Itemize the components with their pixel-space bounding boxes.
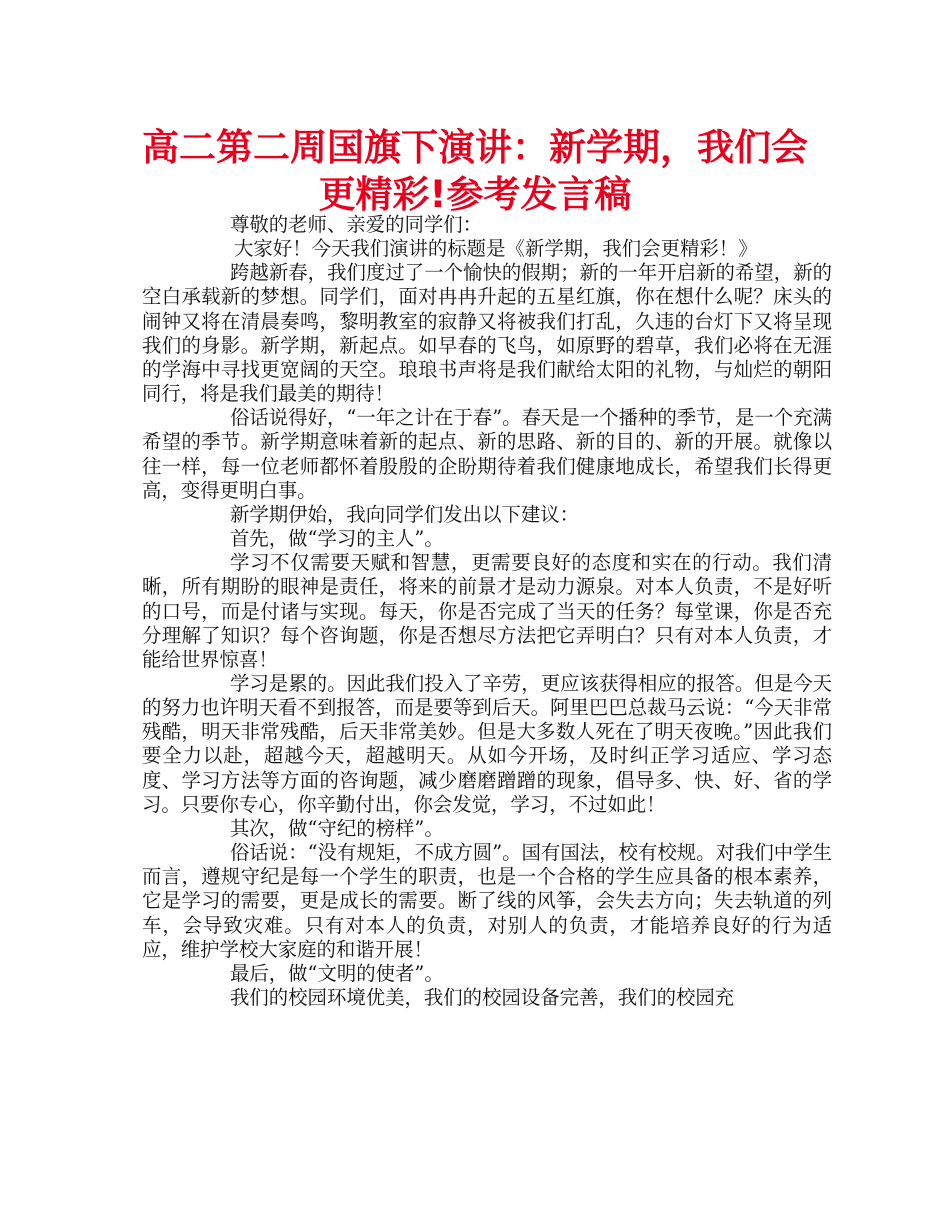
speech-body [142,213,832,1010]
body-paragraph: 新学期伊始，我向同学们发出以下建议： [230,502,580,526]
body-paragraph: 我们的校园环境优美，我们的校园设备完善，我们的校园充 [230,986,735,1009]
body-paragraph: 俗话说得好，“一年之计在于春”。春天是一个播种的季节，是一个充满希望的季节。新学期意味着新的起点、新的思路、新的目的、新的开展。就像以往一样，每一位老师都怀着殷殷的企盼期待着我们健康地成长，希望我们长得更高，变得更明白事。 [142,406,832,502]
section-heading: 其次，做“守纪的榜样”。 [230,816,444,840]
body-paragraph: 学习是累的。因此我们投入了辛劳，更应该获得相应的报答。但是今天的努力也许明天看不到报答，而是要等到后天。阿里巴巴总裁马云说：“今天非常残酷，明天非常残酷，后天非常美妙。但是大多数人死在了明天夜晚。”因此我们要全力以赴，超越今天，超越明天。从如今开场，及时纠正学习适应、学习态度、学习方法等方面的咨询题，减少磨磨蹭蹭的现象，倡导多、快、好、省的学习。只要你专心，你辛勤付出，你会发觉，学习，不过如此！ [142,671,832,816]
body-paragraph: 俗话说：“没有规矩，不成方圆”。国有国法，校有校规。对我们中学生而言，遵规守纪是每一个学生的职责，也是一个合格的学生应具备的根本素养，它是学习的需要，更是成长的需要。断了线的风筝，会失去方向；失去轨道的列车，会导致灾难。只有对本人的负责，对别人的负责，才能培养良好的行为适应，维护学校大家庭的和谐开展！ [142,841,832,961]
document-title-line-2: 更精彩!参考发言稿 [318,173,632,216]
section-heading: 首先，做“学习的主人”。 [230,527,444,551]
greeting-paragraph: 大家好！今天我们演讲的标题是《新学期，我们会更精彩！》 [234,237,758,261]
body-paragraph: 跨越新春，我们度过了一个愉快的假期；新的一年开启新的希望，新的空白承载新的梦想。同学们，面对冉冉升起的五星红旗，你在想什么呢？床头的闹钟又将在清晨奏鸣，黎明教室的寂静又将被我们打乱，久违的台灯下又将呈现我们的身影。新学期，新起点。如早春的飞鸟，如原野的碧草，我们必将在无涯的学海中寻找更宽阔的天空。琅琅书声将是我们献给太阳的礼物，与灿烂的朝阳同行，将是我们最美的期待！ [142,261,832,406]
section-heading: 最后，做“文明的使者”。 [230,961,444,985]
body-paragraph: 学习不仅需要天赋和智慧，更需要良好的态度和实在的行动。我们清晰，所有期盼的眼神是责任，将来的前景才是动力源泉。对本人负责，不是好听的口号，而是付诸与实现。每天，你是否完成了当天的任务？每堂课，你是否充分理解了知识？每个咨询题，你是否想尽方法把它弄明白？只有对本人负责，才能给世界惊喜！ [142,551,832,671]
document-title-line-1: 高二第二周国旗下演讲：新学期，我们会 [142,126,808,169]
salutation: 尊敬的老师、亲爱的同学们： [230,213,483,236]
